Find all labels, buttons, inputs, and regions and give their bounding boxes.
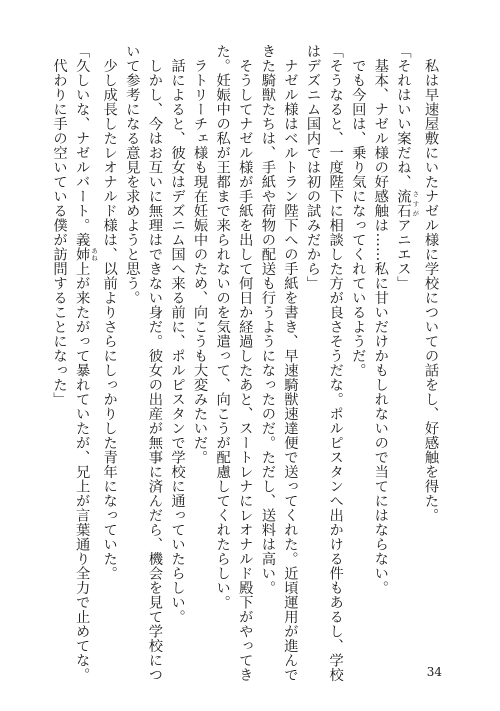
text-line [279, 44, 302, 682]
line-text: 上が来たがって暴れていたが、兄上が言葉通り全力で止めてな。 [74, 261, 91, 682]
text-line [211, 44, 234, 636]
furigana: さすが [411, 189, 420, 218]
line-text: 基本、ナゼル様の好感触は……私に甘いだけかもしれないので当てにはならない。 [372, 58, 389, 595]
text-line [347, 44, 370, 636]
line-text: はデズニム国内では初の試みだから」 [305, 44, 322, 291]
line-text: 少し成長したレオナルド様は、以前よりさらにしっかりした青年になっていた。 [101, 58, 118, 581]
text-line [98, 44, 121, 636]
line-text: アニエス」 [395, 218, 412, 291]
text-line [188, 44, 211, 636]
text-line [369, 44, 392, 636]
ruby-sasuga [395, 189, 420, 218]
page-number: 34 [426, 665, 442, 679]
line-text: そうしてナゼル様が手紙を出して何日か経過したあと、スートレナにレオナルド殿下がやってき [237, 58, 254, 682]
text-line [121, 44, 144, 636]
line-text: 話によると、彼女はデズニム国へ来る前に、ポルピスタンで学校に通っていたらしい。 [169, 58, 186, 624]
ruby-ane [74, 247, 99, 262]
text-line [234, 44, 257, 682]
line-text: ラトリーチェ様も現在妊娠中のため、向こうも大変みたいだ。 [192, 58, 209, 465]
text-line [71, 44, 99, 682]
ruby-base: 流石 [395, 189, 412, 218]
text-line [419, 44, 442, 636]
text-line [256, 44, 279, 636]
line-text: いて参考になる意見を求めようと思う。 [124, 44, 141, 305]
text-line [324, 44, 347, 682]
text-line [166, 44, 189, 636]
ruby-base: 姉 [74, 247, 91, 262]
text-line [392, 44, 420, 636]
text-line [143, 44, 166, 682]
line-text: 「久しいな、ナゼルバート。義 [74, 44, 91, 247]
text-line [48, 44, 71, 636]
line-text: 代わりに手の空いている僕が訪問することになった」 [51, 58, 68, 407]
line-text: ナゼル様はベルトラン陛下への手紙を書き、早速騎獣速達便で送ってくれた。近頃運用が進んで [282, 58, 299, 682]
furigana: あね [90, 247, 99, 262]
line-text: しかし、今はお互いに無理はできない身だ。彼女の出産が無事に済んだら、機会を見て学校につ [146, 58, 163, 682]
text-line [301, 44, 324, 636]
line-text: 「それはいい案だね、 [395, 44, 412, 189]
line-text: きた騎獣たちは、手紙や荷物の配送も行うようになったのだ。ただし、送料は高い。 [259, 44, 276, 595]
line-text: でも今回は、乗り気になってくれているようだ。 [350, 58, 367, 378]
line-text: 私は早速屋敷にいたナゼル様に学校についての話をし、好感触を得た。 [423, 58, 439, 523]
line-text: 「そうなると、一度陛下に相談した方が良さそうだな。ポルピスタンへ出かける件もあるし、学校 [327, 44, 344, 682]
line-text: た。妊娠中の私が王都まで来られないのを気遣って、向こうが配慮してくれたらしい。 [214, 44, 231, 610]
